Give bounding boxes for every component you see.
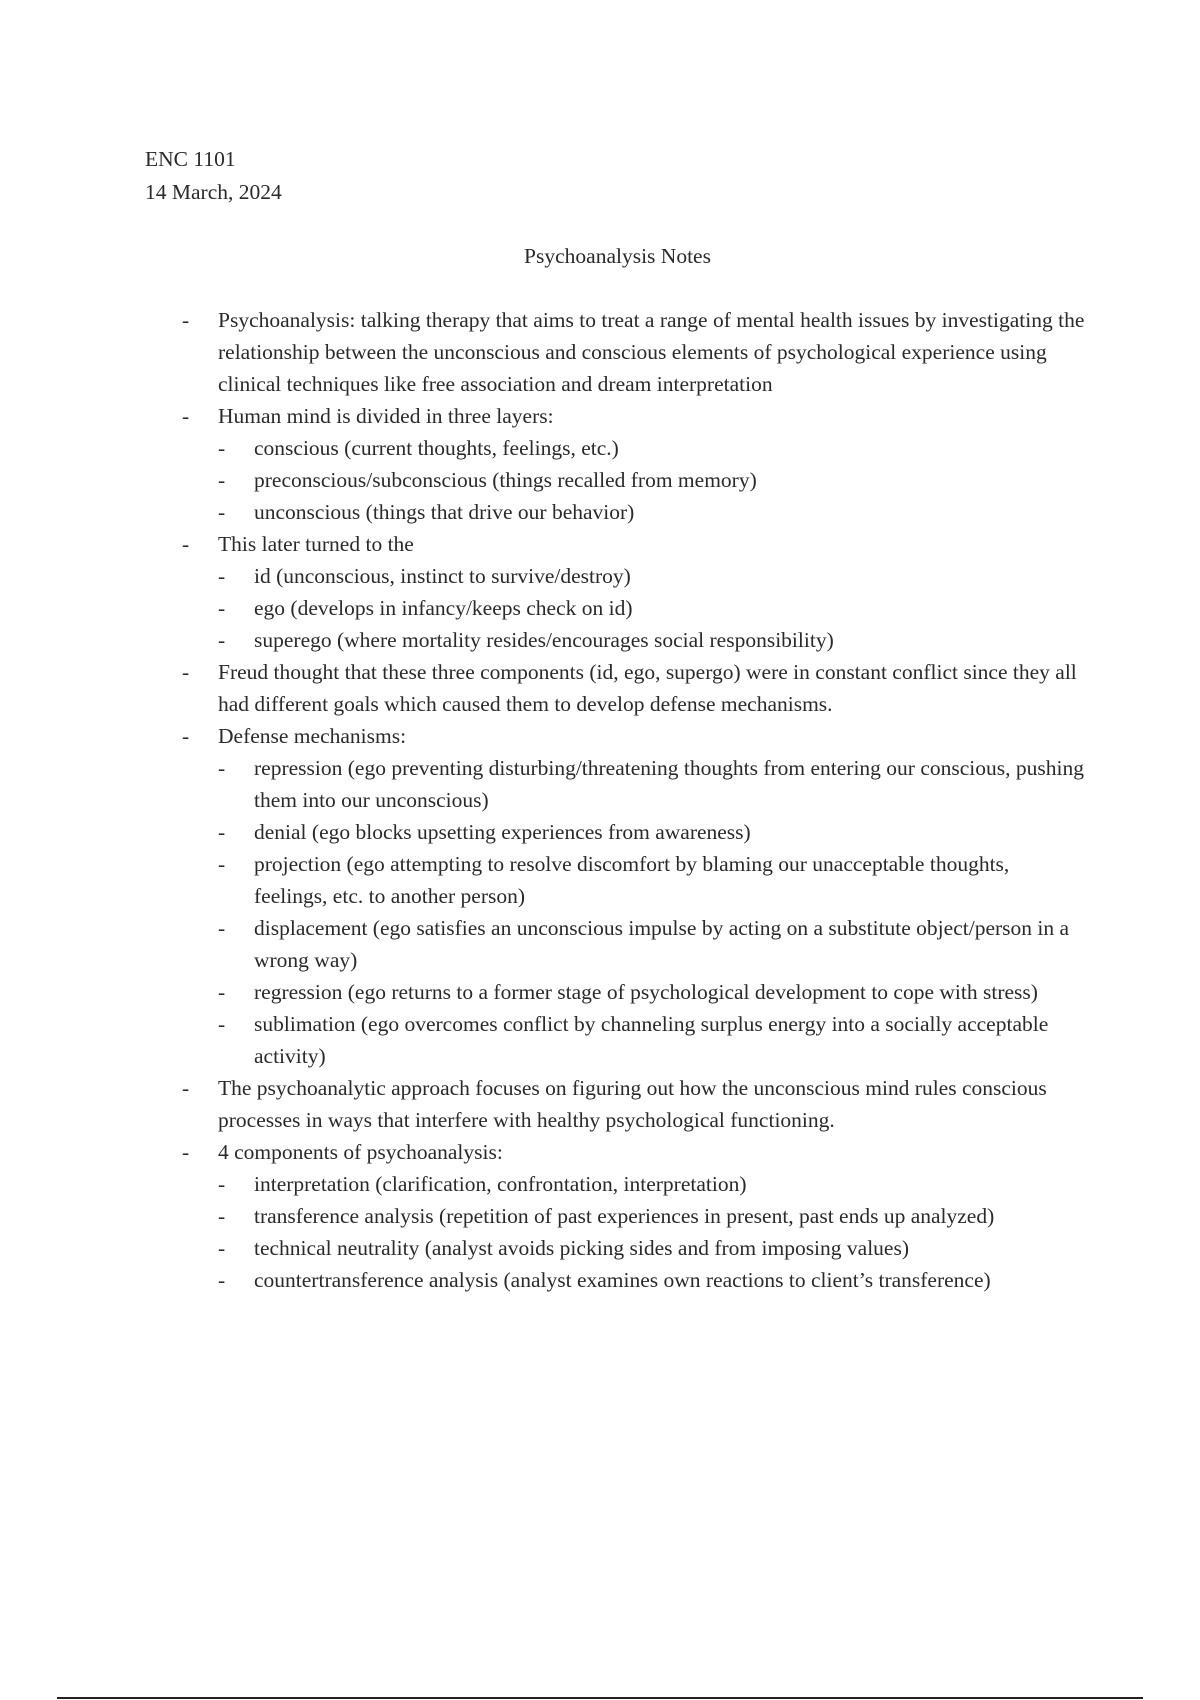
sub-item: [218, 432, 1087, 464]
sub-item-text: unconscious (things that drive our behavior): [254, 500, 635, 524]
sub-item: [218, 496, 1087, 528]
bullet-dash: -: [218, 756, 226, 780]
sub-item-text: regression (ego returns to a former stage of psychological development to cope with stress): [254, 980, 1038, 1004]
bullet-dash: -: [218, 596, 226, 620]
bullet-dash: -: [218, 500, 226, 524]
course-code: ENC 1101: [145, 147, 236, 171]
footer-divider: [57, 1697, 1143, 1699]
bullet-dash: -: [218, 468, 226, 492]
sub-item-text: countertransference analysis (analyst examines own reactions to client’s transference): [254, 1268, 991, 1292]
note-text: 4 components of psychoanalysis:: [218, 1140, 503, 1164]
sub-item: [218, 1200, 1087, 1232]
bullet-dash: -: [182, 308, 190, 332]
page-title: Psychoanalysis Notes: [524, 244, 711, 268]
bullet-dash: -: [218, 564, 226, 588]
sub-item: [218, 752, 1087, 816]
note-item: [182, 528, 1087, 560]
bullet-dash: -: [182, 660, 190, 684]
note-item: [182, 304, 1087, 400]
note-item: [182, 400, 1087, 432]
bullet-dash: -: [182, 532, 190, 556]
sub-item-text: displacement (ego satisfies an unconscious impulse by acting on a substitute object/person in a wrong way): [254, 916, 1070, 972]
document-header: [145, 143, 282, 209]
sub-list: [182, 752, 1087, 1072]
sub-item: [218, 1232, 1087, 1264]
sub-item-text: denial (ego blocks upsetting experiences from awareness): [254, 820, 751, 844]
sub-item-text: technical neutrality (analyst avoids picking sides and from imposing values): [254, 1236, 909, 1260]
bullet-dash: -: [218, 628, 226, 652]
document-date: 14 March, 2024: [145, 180, 282, 204]
note-item: [182, 720, 1087, 752]
sub-item-text: sublimation (ego overcomes conflict by channeling surplus energy into a socially acceptable activity): [254, 1012, 1049, 1068]
bullet-dash: -: [182, 404, 190, 428]
note-text: Defense mechanisms:: [218, 724, 407, 748]
sub-item: [218, 464, 1087, 496]
sub-item: [218, 1264, 1087, 1296]
sub-item-text: conscious (current thoughts, feelings, etc.): [254, 436, 619, 460]
note-text: Human mind is divided in three layers:: [218, 404, 554, 428]
bullet-dash: -: [182, 1140, 190, 1164]
sub-item: [218, 592, 1087, 624]
bullet-dash: -: [218, 916, 226, 940]
sub-item: [218, 560, 1087, 592]
sub-item-text: id (unconscious, instinct to survive/destroy): [254, 564, 631, 588]
note-text: Freud thought that these three components (id, ego, supergo) were in constant conflict since they all had different goals which caused them to develop defense mechanisms.: [218, 660, 1077, 716]
note-item: [182, 656, 1087, 720]
bullet-dash: -: [218, 1268, 226, 1292]
sub-item: [218, 976, 1087, 1008]
bullet-dash: -: [218, 1012, 226, 1036]
sub-item: [218, 624, 1087, 656]
bullet-dash: -: [218, 1204, 226, 1228]
sub-item-text: ego (develops in infancy/keeps check on id): [254, 596, 633, 620]
sub-item: [218, 1168, 1087, 1200]
note-text: The psychoanalytic approach focuses on figuring out how the unconscious mind rules conscious processes in ways that interfere with healthy psychological functioning.: [218, 1076, 1047, 1132]
sub-item: [218, 1008, 1087, 1072]
note-item: [182, 1136, 1087, 1168]
note-text: Psychoanalysis: talking therapy that aims to treat a range of mental health issues by investigating the relationship between the unconscious and conscious elements of psychological experience using clinical techniques like free association and dream interpretation: [218, 308, 1085, 396]
note-text: This later turned to the: [218, 532, 414, 556]
sub-item-text: transference analysis (repetition of past experiences in present, past ends up analyzed): [254, 1204, 995, 1228]
bullet-dash: -: [218, 852, 226, 876]
bullet-dash: -: [218, 820, 226, 844]
sub-list: [182, 560, 1087, 656]
sub-item-text: preconscious/subconscious (things recalled from memory): [254, 468, 757, 492]
sub-item-text: superego (where mortality resides/encourages social responsibility): [254, 628, 834, 652]
sub-item: [218, 848, 1087, 912]
bullet-dash: -: [218, 980, 226, 1004]
sub-item: [218, 816, 1087, 848]
sub-list: [182, 432, 1087, 528]
bullet-dash: -: [218, 1172, 226, 1196]
sub-item-text: interpretation (clarification, confrontation, interpretation): [254, 1172, 747, 1196]
notes-list: [182, 304, 1087, 1296]
sub-item: [218, 912, 1087, 976]
sub-list: [182, 1168, 1087, 1296]
bullet-dash: -: [182, 724, 190, 748]
sub-item-text: projection (ego attempting to resolve discomfort by blaming our unacceptable thoughts, feelings, etc. to another person): [254, 852, 1010, 908]
note-item: [182, 1072, 1087, 1136]
bullet-dash: -: [218, 1236, 226, 1260]
sub-item-text: repression (ego preventing disturbing/threatening thoughts from entering our conscious, pushing them into our unconscious): [254, 756, 1084, 812]
bullet-dash: -: [182, 1076, 190, 1100]
bullet-dash: -: [218, 436, 226, 460]
